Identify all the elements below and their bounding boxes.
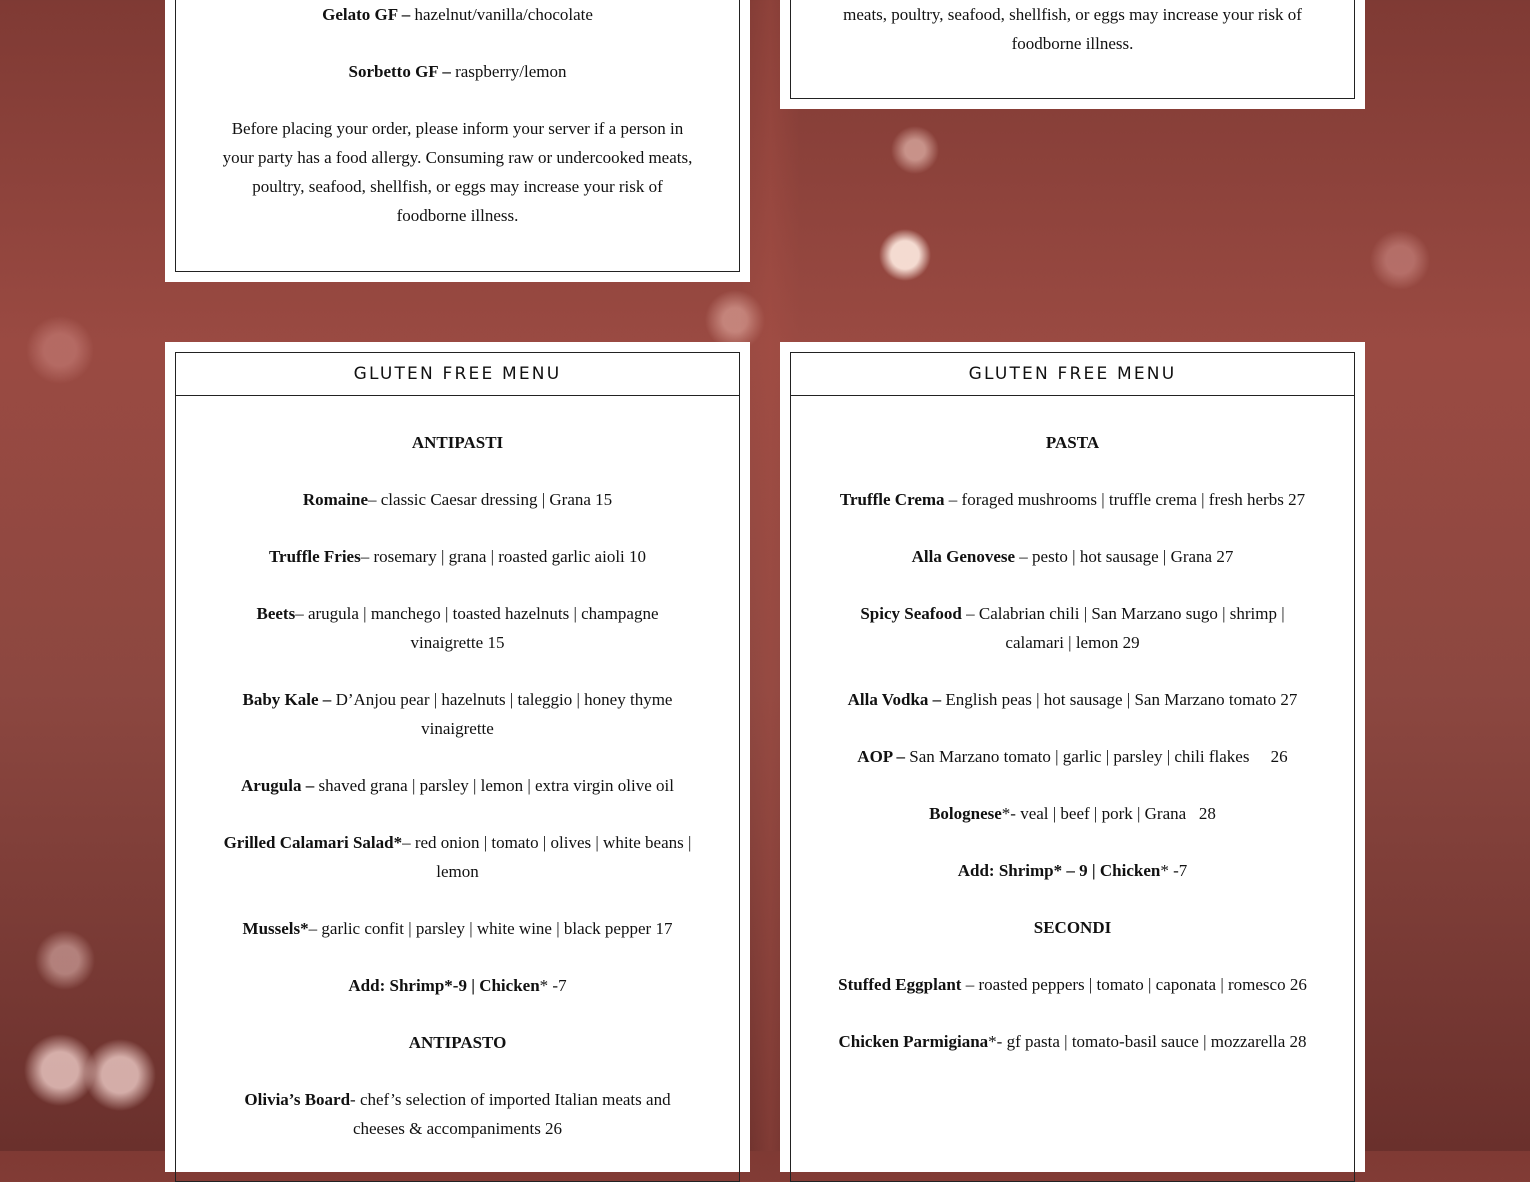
section-title: ANTIPASTO	[408, 1033, 507, 1052]
item-desc: shaved grana | parsley | lemon | extra virgin olive oil	[314, 776, 674, 795]
menu-item	[216, 685, 699, 743]
item-desc: – classic Caesar dressing | Grana 15	[368, 490, 613, 509]
notice-card	[780, 0, 1365, 109]
item-name: Truffle Crema	[839, 490, 945, 509]
allergy-notice: Before placing your order, please inform your server if a person in your party has a food allergy. Consuming raw or undercooked meats, poultry, seafood, shellfish, or eggs may increase your risk of foodborne illness.	[222, 119, 693, 225]
item-desc: *- gf pasta | tomato-basil sauce | mozzarella 28	[988, 1032, 1307, 1051]
menu-item	[216, 0, 699, 29]
menu-frame	[175, 352, 740, 1182]
dessert-menu-body	[216, 0, 699, 258]
add-on-bold: Add: Shrimp*-9 | Chicken	[348, 976, 540, 995]
item-desc: – Calabrian chili | San Marzano sugo | shrimp | calamari | lemon 29	[961, 604, 1285, 652]
dessert-menu-frame	[175, 0, 740, 272]
item-name: Alla Vodka –	[847, 690, 942, 709]
menu-header: GLUTEN FREE MENU	[791, 353, 1354, 396]
item-name: Sorbetto GF –	[348, 62, 451, 81]
menu-item	[821, 542, 1324, 571]
menu-item	[821, 485, 1324, 514]
item-desc: San Marzano tomato | garlic | parsley | chili flakes 26	[905, 747, 1288, 766]
add-on-bold: Add: Shrimp* – 9 | Chicken	[957, 861, 1161, 880]
add-on-line	[821, 856, 1324, 885]
item-name: Truffle Fries	[268, 547, 361, 566]
item-name: Mussels*	[242, 919, 309, 938]
menu-item	[216, 542, 699, 571]
menu-item	[216, 57, 699, 86]
item-desc: - chef’s selection of imported Italian meats and cheeses & accompaniments 26	[350, 1090, 671, 1138]
section-title: PASTA	[1045, 433, 1100, 452]
gluten-free-menu-pasta	[780, 342, 1365, 1172]
item-desc: – pesto | hot sausage | Grana 27	[1015, 547, 1234, 566]
item-name: Alla Genovese	[911, 547, 1016, 566]
item-name: Gelato GF –	[322, 5, 411, 24]
item-name: Chicken Parmigiana	[838, 1032, 989, 1051]
notice-frame	[790, 0, 1355, 99]
item-name: Arugula –	[241, 776, 315, 795]
menu-item	[821, 799, 1324, 828]
menu-item	[216, 599, 699, 657]
gluten-free-menu-antipasti	[165, 342, 750, 1172]
item-desc: D’Anjou pear | hazelnuts | taleggio | honey thyme vinaigrette	[331, 690, 673, 738]
item-desc: hazelnut/vanilla/chocolate	[410, 5, 593, 24]
menu-item	[821, 970, 1324, 999]
add-on-rest: * -7	[1160, 861, 1188, 880]
add-on-line	[216, 971, 699, 1000]
notice-body	[831, 0, 1314, 86]
item-desc: – rosemary | grana | roasted garlic aioli 10	[360, 547, 647, 566]
menu-item	[216, 828, 699, 886]
menu-item	[821, 742, 1324, 771]
section-title: SECONDI	[1033, 918, 1112, 937]
item-name: Romaine	[302, 490, 368, 509]
item-name: Grilled Calamari Salad*	[223, 833, 403, 852]
item-name: Spicy Seafood	[860, 604, 962, 623]
item-desc: – arugula | manchego | toasted hazelnuts | champagne vinaigrette 15	[295, 604, 659, 652]
menu-frame	[790, 352, 1355, 1182]
item-desc: *- veal | beef | pork | Grana 28	[1001, 804, 1216, 823]
section-title: ANTIPASTI	[411, 433, 504, 452]
menu-header: GLUTEN FREE MENU	[176, 353, 739, 396]
menu-item	[216, 771, 699, 800]
item-desc: English peas | hot sausage | San Marzano tomato 27	[941, 690, 1298, 709]
dessert-menu-card	[165, 0, 750, 282]
menu-item	[821, 685, 1324, 714]
menu-item	[216, 1085, 699, 1143]
item-desc: – foraged mushrooms | truffle crema | fresh herbs 27	[944, 490, 1306, 509]
menu-item	[821, 1027, 1324, 1056]
allergy-notice-tail: meats, poultry, seafood, shellfish, or eggs may increase your risk of foodborne illness.	[843, 5, 1302, 53]
item-desc: – garlic confit | parsley | white wine | black pepper 17	[308, 919, 673, 938]
add-on-rest: * -7	[539, 976, 567, 995]
item-name: Baby Kale –	[242, 690, 332, 709]
menu-item	[216, 485, 699, 514]
menu-body	[821, 428, 1324, 1084]
item-desc: – roasted peppers | tomato | caponata | romesco 26	[961, 975, 1307, 994]
item-name: Beets	[256, 604, 296, 623]
item-name: Bolognese	[929, 804, 1002, 823]
item-name: Stuffed Eggplant	[838, 975, 962, 994]
menu-item	[216, 914, 699, 943]
menu-item	[821, 599, 1324, 657]
menu-body	[216, 428, 699, 1171]
item-name: AOP –	[857, 747, 905, 766]
item-desc: – red onion | tomato | olives | white beans | lemon	[402, 833, 692, 881]
item-desc: raspberry/lemon	[450, 62, 567, 81]
item-name: Olivia’s Board	[244, 1090, 351, 1109]
